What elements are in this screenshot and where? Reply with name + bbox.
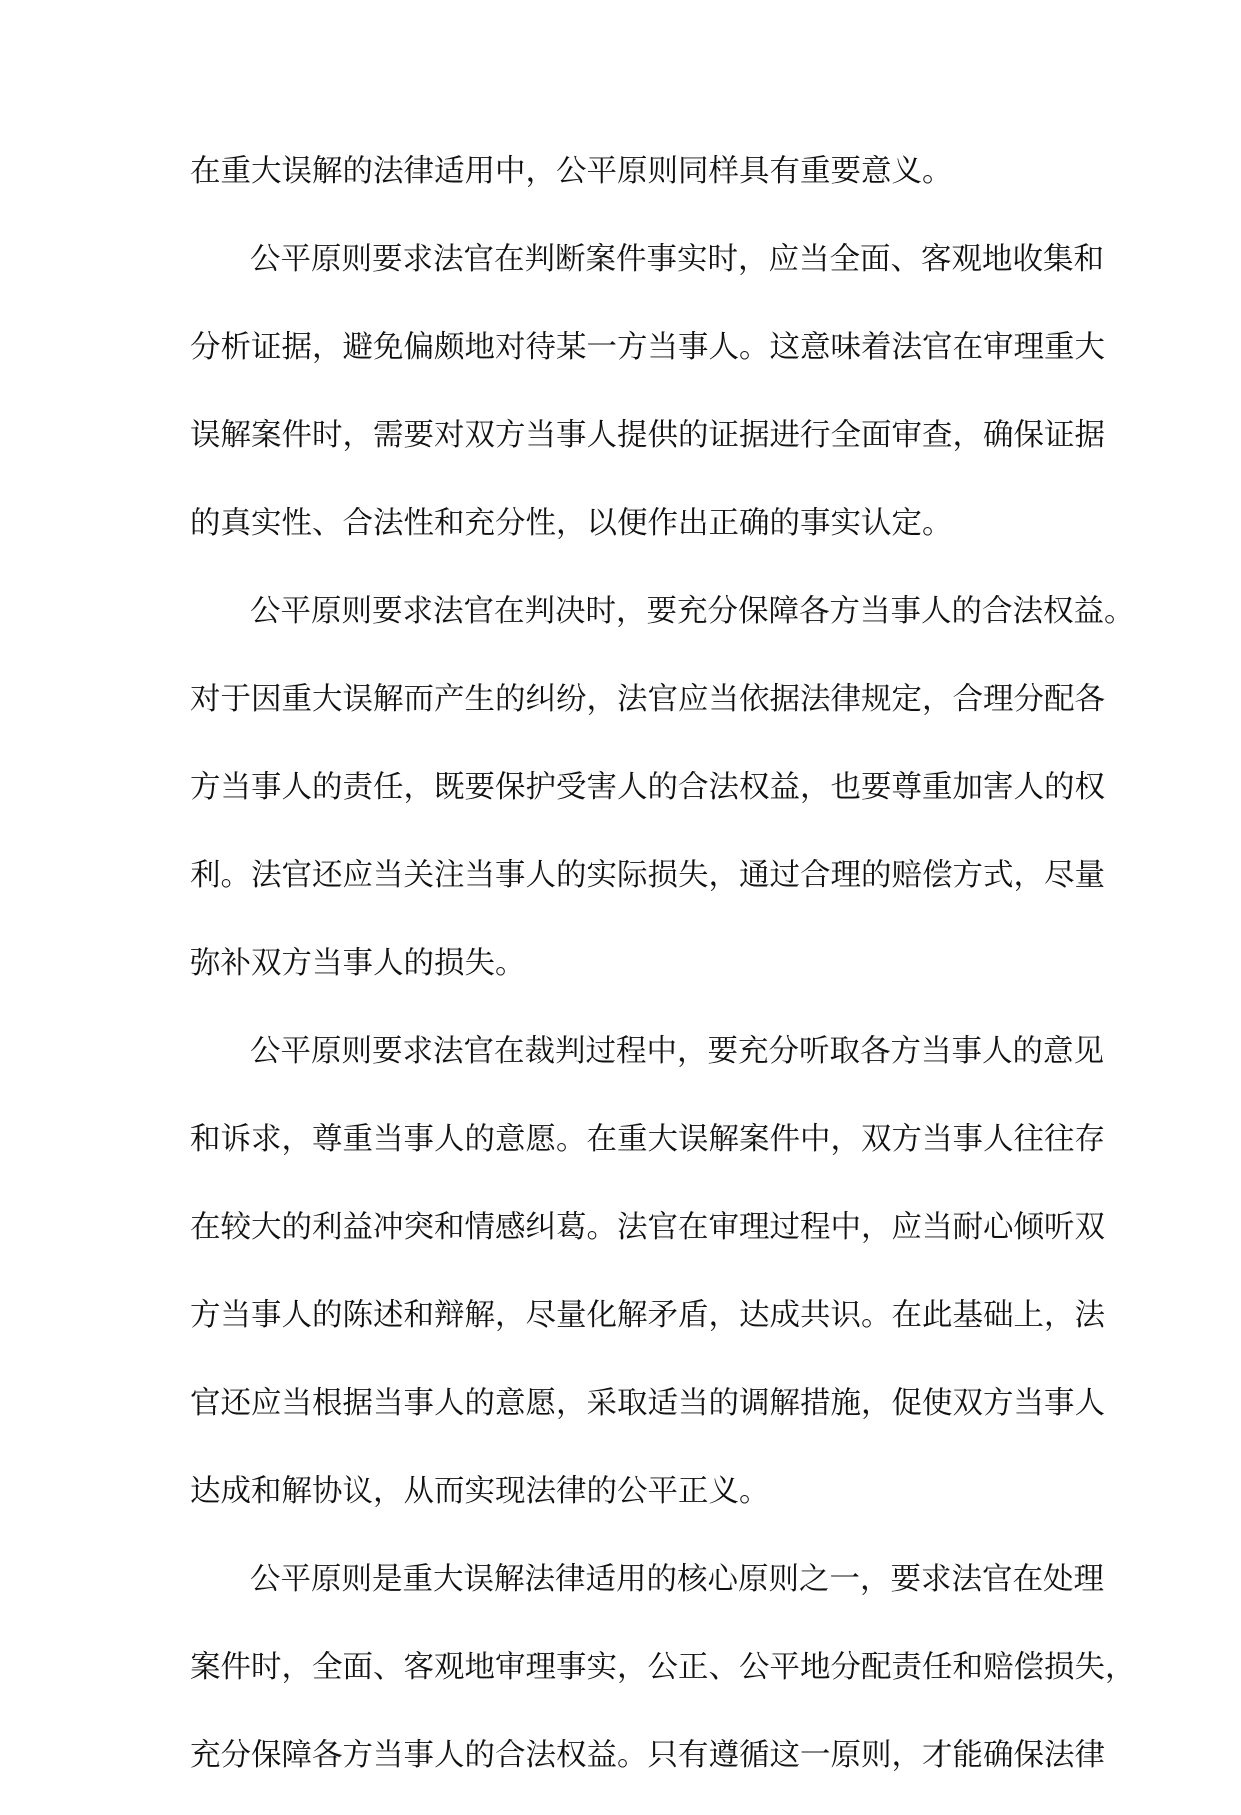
paragraph-line: 利。法官还应当关注当事人的实际损失，通过合理的赔偿方式，尽量	[190, 858, 1105, 893]
document-body	[190, 143, 1136, 1815]
paragraph-line: 案件时，全面、客观地审理事实，公正、公平地分配责任和赔偿损失，	[190, 1650, 1136, 1685]
paragraph-line: 公平原则要求法官在判决时，要充分保障各方当事人的合法权益。	[250, 594, 1135, 629]
paragraph-line: 充分保障各方当事人的合法权益。只有遵循这一原则，才能确保法律	[190, 1738, 1105, 1773]
paragraph-line: 达成和解协议，从而实现法律的公平正义。	[190, 1474, 770, 1509]
paragraph-line: 方当事人的陈述和辩解，尽量化解矛盾，达成共识。在此基础上，法	[190, 1298, 1105, 1333]
paragraph-line: 和诉求，尊重当事人的意愿。在重大误解案件中，双方当事人往往存	[190, 1122, 1105, 1157]
paragraph-line: 对于因重大误解而产生的纠纷，法官应当依据法律规定，合理分配各	[190, 682, 1105, 717]
paragraph-line: 分析证据，避免偏颇地对待某一方当事人。这意味着法官在审理重大	[190, 330, 1105, 365]
paragraph-line: 的真实性、合法性和充分性，以便作出正确的事实认定。	[190, 506, 953, 541]
paragraph-line: 公平原则要求法官在裁判过程中，要充分听取各方当事人的意见	[250, 1034, 1104, 1069]
paragraph-line: 在重大误解的法律适用中，公平原则同样具有重要意义。	[190, 154, 953, 189]
paragraph-line: 公平原则是重大误解法律适用的核心原则之一，要求法官在处理	[250, 1562, 1104, 1597]
paragraph-line: 在较大的利益冲突和情感纠葛。法官在审理过程中，应当耐心倾听双	[190, 1210, 1105, 1245]
paragraph-line: 官还应当根据当事人的意愿，采取适当的调解措施，促使双方当事人	[190, 1386, 1105, 1421]
paragraph-line: 公平原则要求法官在判断案件事实时，应当全面、客观地收集和	[250, 242, 1104, 277]
paragraph-line: 误解案件时，需要对双方当事人提供的证据进行全面审查，确保证据	[190, 418, 1105, 453]
paragraph-line: 方当事人的责任，既要保护受害人的合法权益，也要尊重加害人的权	[190, 770, 1105, 805]
paragraph-line: 弥补双方当事人的损失。	[190, 946, 526, 981]
